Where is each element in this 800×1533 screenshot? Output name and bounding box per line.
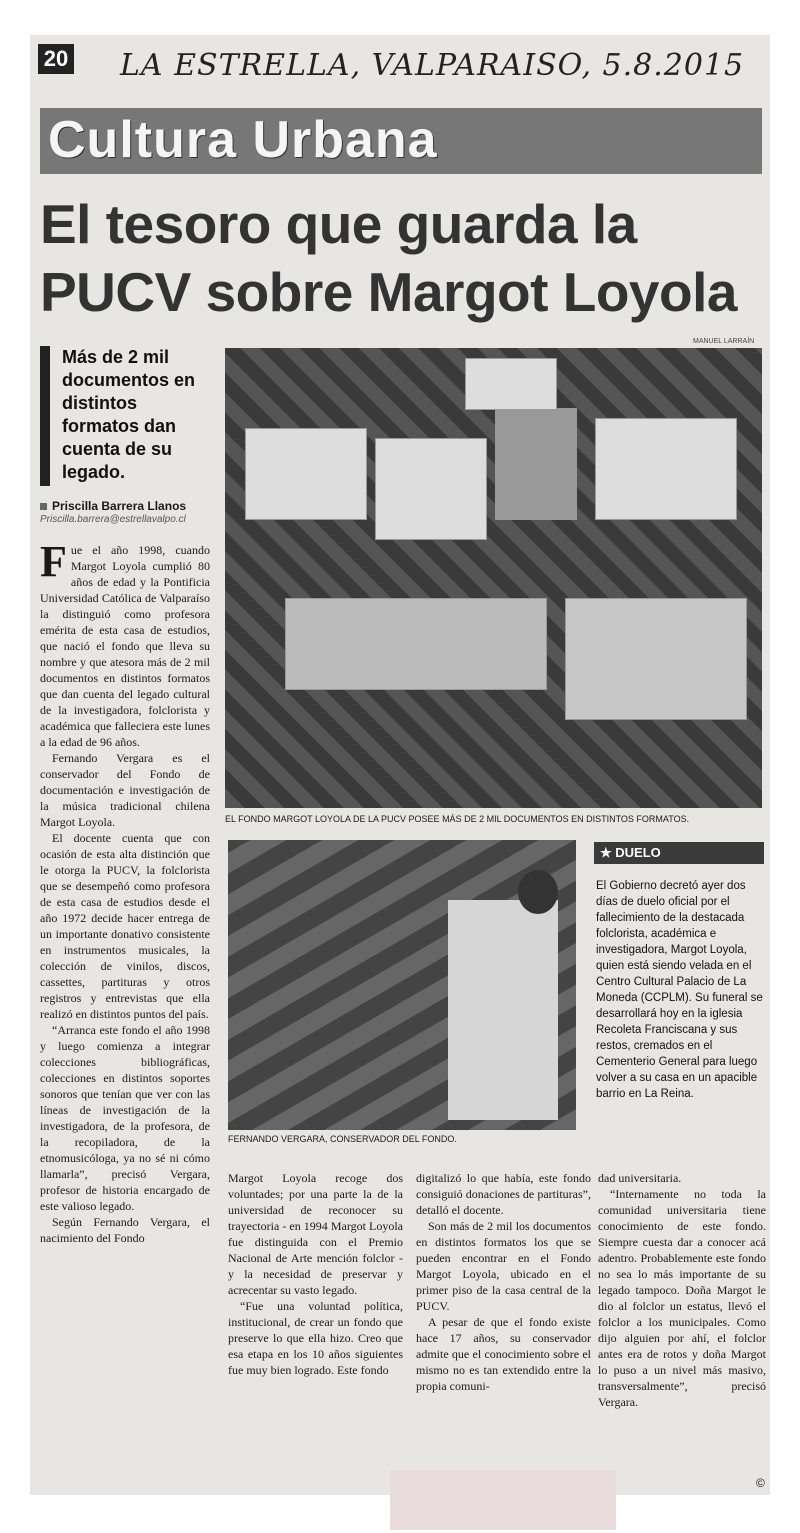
author-name: Priscilla Barrera Llanos (52, 499, 187, 513)
photo-person-head (518, 870, 558, 914)
paragraph: Margot Loyola recoge dos voluntades; por una parte la de la universidad de reconocer su trayectoria - en 1994 Margot Loyola fue distinguida con el Premio Nacional de Arte mención folclor - y la necesidad de preservar y acrecentar su vasto legado. (228, 1171, 403, 1297)
photo-caption-2: FERNANDO VERGARA, CONSERVADOR DEL FONDO. (228, 1134, 457, 1144)
paragraph: dad universitaria. (598, 1171, 682, 1185)
paragraph: El docente cuenta que con ocasión de esta alta distinción que le otorga la PUCV, la folclorista que se desempeñó como profesora de esta casa de estudios desde el año 1972 decide hacer entrega de un importante donativo consistente en instrumentos musicales, la colección de vinilos, discos, cassettes, partituras y otros registros y entrevistas que ella realizó en distintos puntos del país. (40, 831, 210, 1021)
body-column-1 (40, 537, 210, 1246)
paragraph: Fernando Vergara es el conservador del Fondo de documentación e investigación de la música tradicional chilena Margot Loyola. (40, 751, 210, 829)
photo-album (465, 358, 557, 410)
photo-album (595, 418, 737, 520)
photo-caption-1: EL FONDO MARGOT LOYOLA DE LA PUCV POSEE MÁS DE 2 MIL DOCUMENTOS EN DISTINTOS FORMATOS. (225, 814, 690, 824)
section-title: Cultura Urbana (48, 111, 438, 169)
deck: Más de 2 mil documentos en distintos formatos dan cuenta de su legado. (62, 347, 196, 482)
author-email: Priscilla.barrera@estrellavalpo.cl (40, 514, 186, 525)
headline: El tesoro que guarda la PUCV sobre Margot Loyola (40, 193, 737, 323)
byline-marker (40, 503, 47, 510)
sidebar-title-text: DUELO (615, 845, 661, 860)
handwritten-note: LA ESTRELLA, VALPARAISO, 5.8.2015 (120, 48, 745, 83)
sidebar-text: El Gobierno decretó ayer dos días de duelo oficial por el fallecimiento de la destacada folclorista, académica e investigadora, Margot Loyola, quien está siendo velada en el Centro Cultural Palacio de La Moneda (CCPLM). Su funeral se desarrollará hoy en la iglesia Recoleta Franciscana y sus restos, cremados en el Cementerio General para luego volver a su casa en un apacible barrio en La Reina. (596, 880, 763, 1100)
photo-album (245, 428, 367, 520)
photo-album (375, 438, 487, 540)
photo-person (448, 900, 558, 1120)
end-mark: © (756, 1476, 765, 1490)
paragraph: A pesar de que el fondo existe hace 17 años, su conservador admite que el conocimiento sobre el mismo no es tan extendido entre la propia comuni- (416, 1315, 591, 1393)
paragraph: “Arranca este fondo el año 1998 y luego comienza a integrar colecciones bibliográficas, colecciones en distintos soportes sonoros que tenían que ver con las líneas de investigación de la investigadora, de la profesora, de la recopiladora, de la etnomusicóloga, ya no sé ni cómo llamarla”, precisó Vergara, profesor de historia encargado de este valioso legado. (40, 1023, 210, 1213)
dropcap: F (40, 537, 67, 586)
sidebar-title: ★ DUELO (594, 842, 764, 864)
deck-bar (40, 346, 50, 486)
paragraph: ue el año 1998, cuando Margot Loyola cumplió 80 años de edad y la Pontificia Universidad Católica de Valparaíso la distinguió como profesora emérita de esta casa de estudios, que nació el fondo que lleva su nombre y que atesora más de 2 mil documentos en distintos formatos que dan cuenta del legado cultural de la investigadora, folclorista y académica que falleciera este lunes a la edad de 96 años. (40, 543, 210, 749)
photo-album (285, 598, 547, 690)
paragraph: Son más de 2 mil los documentos en distintos formatos los que se pueden encontrar en el Fondo Margot Loyola, ubicado en el primer piso de la casa central de la PUCV. (416, 1219, 591, 1313)
paragraph: digitalizó lo que había, este fondo consiguió donaciones de partituras”, detalló el docente. (416, 1171, 591, 1217)
photo-album (495, 408, 577, 520)
archive-sticker (390, 1470, 616, 1530)
photo-documents (225, 348, 762, 808)
body-column-4 (598, 1170, 766, 1410)
paragraph: Según Fernando Vergara, el nacimiento del Fondo (40, 1215, 210, 1245)
paragraph: “Internamente no toda la comunidad universitaria tiene conocimiento de este fondo. Siempre cuesta dar a conocer acá adentro. Probablemente este fondo no sea lo más importante de su legado tampoco. Doña Margot le dio al folclor un estatus, llevó el folclor a los municipales. Como dijo alguien por ahí, el folclor antes era de rotos y doña Margot lo puso a un nivel más masivo, transversalmente”, precisó Vergara. (598, 1187, 766, 1409)
page-number: 20 (38, 44, 74, 74)
photo-conservator (228, 840, 576, 1130)
body-column-3 (416, 1170, 591, 1394)
photo-credit: MANUEL LARRAÍN (693, 338, 755, 345)
paragraph: “Fue una voluntad política, institucional, de crear un fondo que preserve lo que ella hizo. Creo que esa etapa en los 10 años siguientes fue muy bien logrado. Este fondo (228, 1299, 403, 1377)
photo-album (565, 598, 747, 720)
body-column-2 (228, 1170, 403, 1378)
byline (40, 499, 186, 513)
